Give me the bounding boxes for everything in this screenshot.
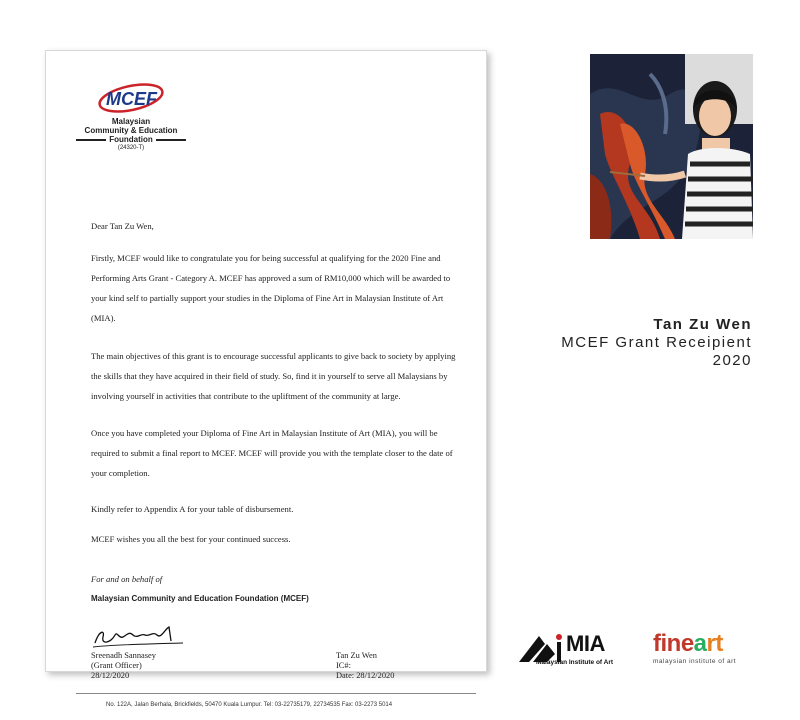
mia-logo-text: MIA [566, 631, 605, 656]
signatory-date: 28/12/2020 [91, 671, 130, 680]
recipient-photo [590, 54, 753, 239]
caption-title: MCEF Grant Receipient [561, 334, 752, 351]
footer-divider [76, 693, 476, 694]
award-letter [45, 50, 487, 708]
recipient-name: Tan Zu Wen [336, 651, 377, 660]
recipient-date: Date: 28/12/2020 [336, 671, 395, 680]
mcef-swoosh-icon [96, 79, 166, 117]
recipient-caption [561, 316, 752, 370]
mcef-logo [76, 79, 186, 151]
logo-org-line1: Malaysian [111, 117, 151, 126]
paragraph-1: Firstly, MCEF would like to congratulate you for being successful at qualifying for the 2020 Fine and Performing Arts Grant - Category A. MCEF has approved a sum of RM10,000 which will be awarded to your kind self to partially support your studies in the Diploma of Fine Art in Malaysian Institute of Art (MIA). [91, 253, 451, 323]
paragraph-5: MCEF wishes you all the best for your continued success. [91, 534, 291, 544]
paragraph-3: Once you have completed your Diploma of Fine Art in Malaysian Institute of Art (MIA), you will be required to submit a final report to MCEF. MCEF will provide you with the template closer to the date of your completion. [91, 428, 453, 478]
paragraph-2: The main objectives of this grant is to encourage successful applicants to give back to society by applying the skills that they have acquired in their field of study. So, find it in yourself to serve all Malaysians by involving yourself in activities that contribute to the upliftment of the community at large. [91, 351, 456, 401]
caption-year: 2020 [712, 352, 752, 369]
signatory-title: (Grant Officer) [91, 661, 142, 670]
logo-reg-number: (24320-T) [117, 145, 145, 151]
fineart-logo: fineart [653, 630, 723, 657]
salutation: Dear Tan Zu Wen, [91, 221, 154, 231]
on-behalf-line: For and on behalf of [91, 574, 163, 584]
fineart-logo-subtitle: malaysian institute of art [653, 658, 737, 665]
mia-logo-subtitle: Malaysian Institute of Art [536, 659, 614, 666]
logo-org-line3: Foundation [76, 135, 186, 144]
mcef-acronym: MCEF [106, 89, 157, 109]
signature-icon [91, 621, 191, 651]
recipient-ic: IC#: [336, 661, 351, 670]
painting-portrait-image [590, 54, 753, 239]
paragraph-4: Kindly refer to Appendix A for your table of disbursement. [91, 504, 294, 514]
recipient-acknowledgement [336, 651, 394, 681]
organization-name: Malaysian Community and Education Foundation (MCEF) [91, 594, 309, 603]
signatory-name: Sreenadh Sannasey [91, 651, 156, 660]
logo-org-line2: Community & Education [84, 126, 178, 135]
caption-name: Tan Zu Wen [653, 316, 752, 333]
signatory-block [91, 651, 156, 681]
letter-footer-address: No. 122A, Jalan Berhala, Brickfields, 50470 Kuala Lumpur. Tel: 03-22735179, 22734535 Fax: 03-2273 5014 [106, 702, 393, 708]
